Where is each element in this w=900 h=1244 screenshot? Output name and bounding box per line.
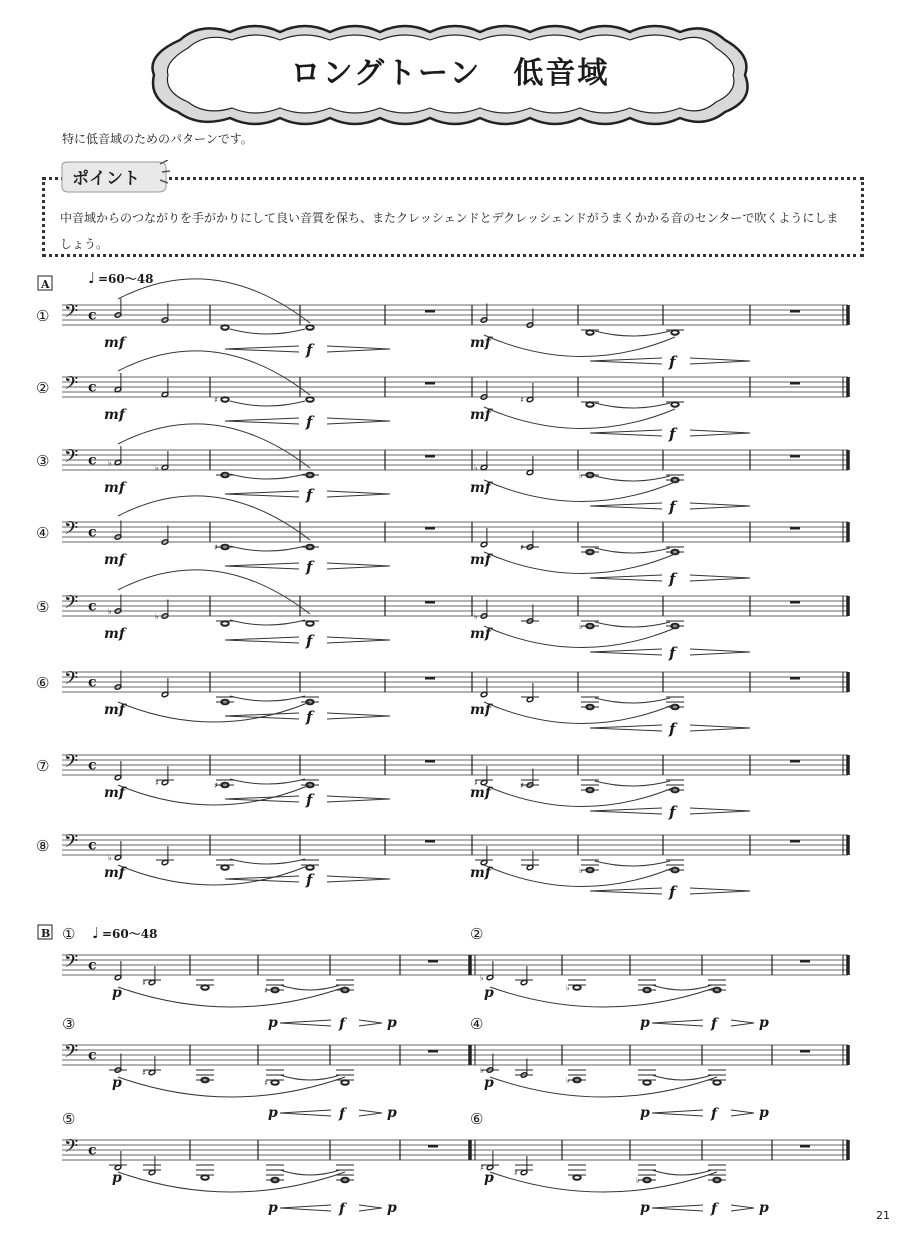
slur	[118, 865, 310, 885]
dynamic-marking: p	[759, 1105, 769, 1121]
whole-note	[221, 397, 229, 402]
slur	[118, 351, 310, 395]
decrescendo-hairpin	[327, 713, 390, 719]
flat-sign: ♭	[474, 463, 478, 473]
section-label-text: A	[41, 278, 50, 291]
whole-note	[713, 1080, 721, 1085]
dynamic-marking: p	[484, 985, 494, 1001]
slur	[484, 335, 675, 357]
whole-note	[306, 325, 314, 330]
slur	[230, 696, 305, 701]
dynamic-marking: p	[112, 1170, 122, 1186]
dynamic-marking: f	[339, 1201, 346, 1217]
dynamic-marking: p	[387, 1015, 397, 1031]
crescendo-hairpin	[225, 796, 299, 802]
section-a-staff	[36, 832, 848, 902]
dynamic-marking: f	[669, 570, 676, 588]
exercise-number: ⑧	[36, 837, 50, 855]
whole-rest	[790, 455, 800, 458]
crescendo-hairpin	[280, 1205, 331, 1211]
sharp-sign: ♯	[142, 978, 146, 988]
exercise-number: ⑥	[36, 674, 50, 692]
section-a-staff	[36, 279, 848, 371]
exercise-number: ④	[470, 1015, 484, 1033]
sharp-sign: ♯	[520, 780, 524, 790]
decrescendo-hairpin	[731, 1020, 754, 1026]
flat-sign: ♭	[480, 973, 484, 983]
section-b-staff	[62, 1015, 848, 1122]
slur	[280, 1170, 340, 1175]
slur	[484, 480, 675, 502]
crescendo-hairpin	[225, 418, 299, 424]
dynamic-marking: mf	[104, 626, 125, 642]
crescendo-hairpin	[225, 563, 299, 569]
dynamic-marking: p	[112, 1075, 122, 1091]
dynamic-marking: mf	[104, 480, 125, 496]
dynamic-marking: p	[640, 1105, 650, 1121]
dynamic-marking: f	[711, 1106, 718, 1122]
common-time: c	[88, 598, 97, 615]
common-time: c	[88, 1142, 97, 1159]
sharp-sign: ♯	[264, 1078, 268, 1088]
common-time: c	[88, 674, 97, 691]
dynamic-marking: p	[387, 1105, 397, 1121]
crescendo-hairpin	[590, 649, 662, 655]
decrescendo-hairpin	[731, 1110, 754, 1116]
slur	[118, 424, 310, 468]
sharp-sign: ♯	[520, 542, 524, 552]
dynamic-marking: p	[268, 1015, 278, 1031]
whole-note	[671, 402, 679, 407]
whole-rest	[790, 601, 800, 604]
bass-clef: 𝄢	[64, 373, 79, 399]
dynamic-marking: p	[268, 1200, 278, 1216]
whole-rest	[790, 310, 800, 313]
dynamic-marking: f	[669, 720, 676, 738]
exercise-number: ⑤	[62, 1110, 76, 1128]
slur	[280, 985, 340, 990]
common-time: c	[88, 452, 97, 469]
whole-note	[221, 621, 229, 626]
slur	[595, 331, 670, 336]
dynamic-marking: f	[669, 803, 676, 821]
dynamic-marking: f	[669, 644, 676, 662]
slur	[652, 1075, 712, 1080]
flat-sign: ♭	[480, 1065, 484, 1075]
decrescendo-hairpin	[690, 575, 750, 581]
sharp-sign: ♯	[514, 1168, 518, 1178]
flat-sign: ♭	[108, 853, 112, 863]
bass-clef: 𝄢	[64, 951, 79, 977]
whole-note	[221, 325, 229, 330]
dynamic-marking: mf	[470, 552, 491, 568]
bass-clef: 𝄢	[64, 592, 79, 618]
whole-rest	[790, 527, 800, 530]
dynamic-marking: f	[669, 353, 676, 371]
dynamic-marking: f	[306, 632, 313, 650]
crescendo-hairpin	[225, 713, 299, 719]
decrescendo-hairpin	[359, 1205, 382, 1211]
decrescendo-hairpin	[359, 1020, 382, 1026]
slur	[230, 779, 305, 784]
section-a-label	[38, 276, 52, 291]
slur	[118, 702, 310, 722]
dynamic-marking: mf	[470, 407, 491, 423]
section-b-staff	[62, 925, 848, 1032]
bass-clef: 𝄢	[64, 1136, 79, 1162]
slur	[484, 407, 675, 429]
whole-rest	[425, 527, 435, 530]
dynamic-marking: p	[484, 1170, 494, 1186]
dynamic-marking: mf	[470, 865, 491, 881]
whole-note	[201, 985, 209, 990]
bass-clef: 𝄢	[64, 518, 79, 544]
whole-rest	[800, 1050, 810, 1053]
slur	[280, 1075, 340, 1080]
sharp-sign: ♯	[214, 780, 218, 790]
whole-rest	[790, 677, 800, 680]
decrescendo-hairpin	[327, 491, 390, 497]
point-label-text: ポイント	[72, 169, 140, 189]
slur	[230, 474, 305, 479]
tempo-text: =60～48	[98, 272, 154, 286]
whole-rest	[790, 760, 800, 763]
decrescendo-hairpin	[690, 725, 750, 731]
dynamic-marking: f	[669, 425, 676, 443]
slur	[230, 546, 305, 551]
whole-note	[201, 1175, 209, 1180]
section-b-staff	[62, 1110, 848, 1217]
section-b-label	[38, 925, 52, 940]
decrescendo-hairpin	[327, 418, 390, 424]
exercise-number: ③	[36, 452, 50, 470]
slur	[652, 1170, 712, 1175]
dynamic-marking: mf	[104, 785, 125, 801]
decrescendo-hairpin	[690, 649, 750, 655]
sharp-sign: ♯	[155, 778, 159, 788]
common-time: c	[88, 524, 97, 541]
exercise-number: ①	[36, 307, 50, 325]
crescendo-hairpin	[280, 1020, 331, 1026]
decrescendo-hairpin	[327, 637, 390, 643]
dynamic-marking: f	[339, 1106, 346, 1122]
sharp-sign: ♯	[480, 1163, 484, 1173]
dynamic-marking: mf	[104, 865, 125, 881]
crescendo-hairpin	[652, 1205, 703, 1211]
dynamic-marking: f	[711, 1016, 718, 1032]
whole-rest	[425, 310, 435, 313]
whole-rest	[790, 840, 800, 843]
whole-note	[306, 397, 314, 402]
crescendo-hairpin	[590, 575, 662, 581]
dynamic-marking: mf	[104, 407, 125, 423]
whole-rest	[425, 601, 435, 604]
whole-note	[306, 621, 314, 626]
decrescendo-hairpin	[327, 796, 390, 802]
common-time: c	[88, 757, 97, 774]
flat-sign: ♭	[579, 621, 583, 631]
dynamic-marking: p	[387, 1200, 397, 1216]
whole-rest	[800, 960, 810, 963]
crescendo-hairpin	[590, 358, 662, 364]
dynamic-marking: f	[669, 883, 676, 901]
dynamic-marking: f	[306, 341, 313, 359]
crescendo-hairpin	[225, 346, 299, 352]
whole-rest	[425, 840, 435, 843]
sharp-sign: ♯	[214, 395, 218, 405]
dynamic-marking: f	[669, 498, 676, 516]
dynamic-marking: mf	[104, 335, 125, 351]
dynamic-marking: p	[759, 1015, 769, 1031]
decrescendo-hairpin	[731, 1205, 754, 1211]
whole-note	[271, 1080, 279, 1085]
dynamic-marking: mf	[104, 552, 125, 568]
exercise-number: ⑦	[36, 757, 50, 775]
whole-rest	[425, 455, 435, 458]
slur	[595, 476, 670, 481]
crescendo-hairpin	[652, 1110, 703, 1116]
sharp-sign: ♯	[142, 1068, 146, 1078]
common-time: c	[88, 957, 97, 974]
exercise-number: ②	[470, 925, 484, 943]
decrescendo-hairpin	[690, 808, 750, 814]
section-a-staff	[36, 424, 848, 516]
dynamic-marking: mf	[470, 335, 491, 351]
dynamic-marking: f	[306, 558, 313, 576]
flat-sign: ♭	[155, 463, 159, 473]
whole-rest	[425, 382, 435, 385]
slur	[595, 622, 670, 627]
whole-rest	[428, 960, 438, 963]
exercise-number: ①	[62, 925, 76, 943]
exercise-number: ④	[36, 524, 50, 542]
flat-sign: ♭	[579, 470, 583, 480]
flat-sign: ♭	[579, 865, 583, 875]
dynamic-marking: f	[306, 413, 313, 431]
sharp-sign: ♯	[214, 542, 218, 552]
flat-sign: ♭	[566, 1075, 570, 1085]
whole-note	[573, 1175, 581, 1180]
crescendo-hairpin	[225, 876, 299, 882]
slur	[230, 401, 305, 406]
decrescendo-hairpin	[327, 346, 390, 352]
section-a-staff	[36, 570, 848, 662]
dynamic-marking: mf	[470, 702, 491, 718]
tempo-note-icon: ♩	[88, 269, 96, 287]
dynamic-marking: p	[759, 1200, 769, 1216]
common-time: c	[88, 379, 97, 396]
crescendo-hairpin	[590, 725, 662, 731]
sharp-sign: ♯	[474, 778, 478, 788]
flat-sign: ♭	[566, 983, 570, 993]
whole-note	[573, 985, 581, 990]
sharp-sign: ♯	[520, 395, 524, 405]
dynamic-marking: f	[711, 1201, 718, 1217]
dynamic-marking: f	[306, 708, 313, 726]
bass-clef: 𝄢	[64, 301, 79, 327]
bass-clef: 𝄢	[64, 751, 79, 777]
dynamic-marking: p	[484, 1075, 494, 1091]
dynamic-marking: mf	[470, 480, 491, 496]
crescendo-hairpin	[280, 1110, 331, 1116]
whole-note	[221, 865, 229, 870]
whole-rest	[425, 677, 435, 680]
bass-clef: 𝄢	[64, 1041, 79, 1067]
whole-rest	[428, 1145, 438, 1148]
point-text: 中音域からのつながりを手がかりにして良い音質を保ち、またクレッシェンドとデクレッシェンドがうまくかかる音のセンターで吹くようにしましょう。	[60, 211, 839, 251]
decrescendo-hairpin	[327, 563, 390, 569]
common-time: c	[88, 837, 97, 854]
flat-sign: ♭	[108, 458, 112, 468]
decrescendo-hairpin	[690, 888, 750, 894]
slur	[230, 329, 305, 334]
flat-sign: ♭	[636, 1175, 640, 1185]
intro-text: 特に低音域のためのパターンです。	[62, 132, 253, 146]
tempo-note-icon: ♩	[92, 924, 100, 942]
whole-rest	[790, 382, 800, 385]
tempo-text: =60～48	[102, 927, 158, 941]
crescendo-hairpin	[225, 637, 299, 643]
crescendo-hairpin	[590, 808, 662, 814]
section-a-staff	[36, 669, 848, 739]
slur	[230, 859, 305, 864]
crescendo-hairpin	[590, 503, 662, 509]
dynamic-marking: p	[112, 985, 122, 1001]
exercise-number: ③	[62, 1015, 76, 1033]
bass-clef: 𝄢	[64, 446, 79, 472]
section-a-staff	[36, 752, 848, 822]
slur	[595, 403, 670, 408]
page-number: 21	[876, 1209, 890, 1222]
whole-note	[586, 402, 594, 407]
sharp-sign: ♯	[264, 985, 268, 995]
slur	[230, 620, 305, 625]
whole-rest	[428, 1050, 438, 1053]
decrescendo-hairpin	[690, 503, 750, 509]
slur	[484, 785, 675, 807]
decrescendo-hairpin	[690, 358, 750, 364]
slur	[484, 702, 675, 724]
common-time: c	[88, 307, 97, 324]
exercise-number: ⑤	[36, 598, 50, 616]
dynamic-marking: p	[268, 1105, 278, 1121]
bass-clef: 𝄢	[64, 831, 79, 857]
slur	[484, 552, 675, 574]
section-label-text: B	[41, 927, 51, 940]
decrescendo-hairpin	[359, 1110, 382, 1116]
slur	[595, 781, 670, 786]
dynamic-marking: mf	[470, 785, 491, 801]
exercise-number: ⑥	[470, 1110, 484, 1128]
whole-note	[586, 330, 594, 335]
exercise-number: ②	[36, 379, 50, 397]
dynamic-marking: f	[339, 1016, 346, 1032]
whole-rest	[800, 1145, 810, 1148]
common-time: c	[88, 1047, 97, 1064]
decrescendo-hairpin	[327, 876, 390, 882]
section-a-staff	[36, 351, 848, 443]
slur	[118, 570, 310, 614]
flat-sign: ♭	[474, 611, 478, 621]
crescendo-hairpin	[590, 888, 662, 894]
dynamic-marking: mf	[470, 626, 491, 642]
whole-rest	[425, 760, 435, 763]
dynamic-marking: mf	[104, 702, 125, 718]
bass-clef: 𝄢	[64, 668, 79, 694]
slur	[652, 985, 712, 990]
slur	[595, 548, 670, 553]
slur	[118, 496, 310, 540]
slur	[595, 698, 670, 703]
whole-note	[643, 1080, 651, 1085]
whole-note	[671, 330, 679, 335]
decrescendo-hairpin	[690, 430, 750, 436]
page-title: ロングトーン 低音域	[290, 56, 610, 91]
flat-sign: ♭	[108, 606, 112, 616]
dynamic-marking: f	[306, 871, 313, 889]
crescendo-hairpin	[590, 430, 662, 436]
crescendo-hairpin	[225, 491, 299, 497]
slur	[595, 861, 670, 866]
flat-sign: ♭	[155, 611, 159, 621]
dynamic-marking: p	[640, 1015, 650, 1031]
whole-note	[341, 1080, 349, 1085]
dynamic-marking: f	[306, 486, 313, 504]
dynamic-marking: f	[306, 791, 313, 809]
dynamic-marking: p	[640, 1200, 650, 1216]
crescendo-hairpin	[652, 1020, 703, 1026]
